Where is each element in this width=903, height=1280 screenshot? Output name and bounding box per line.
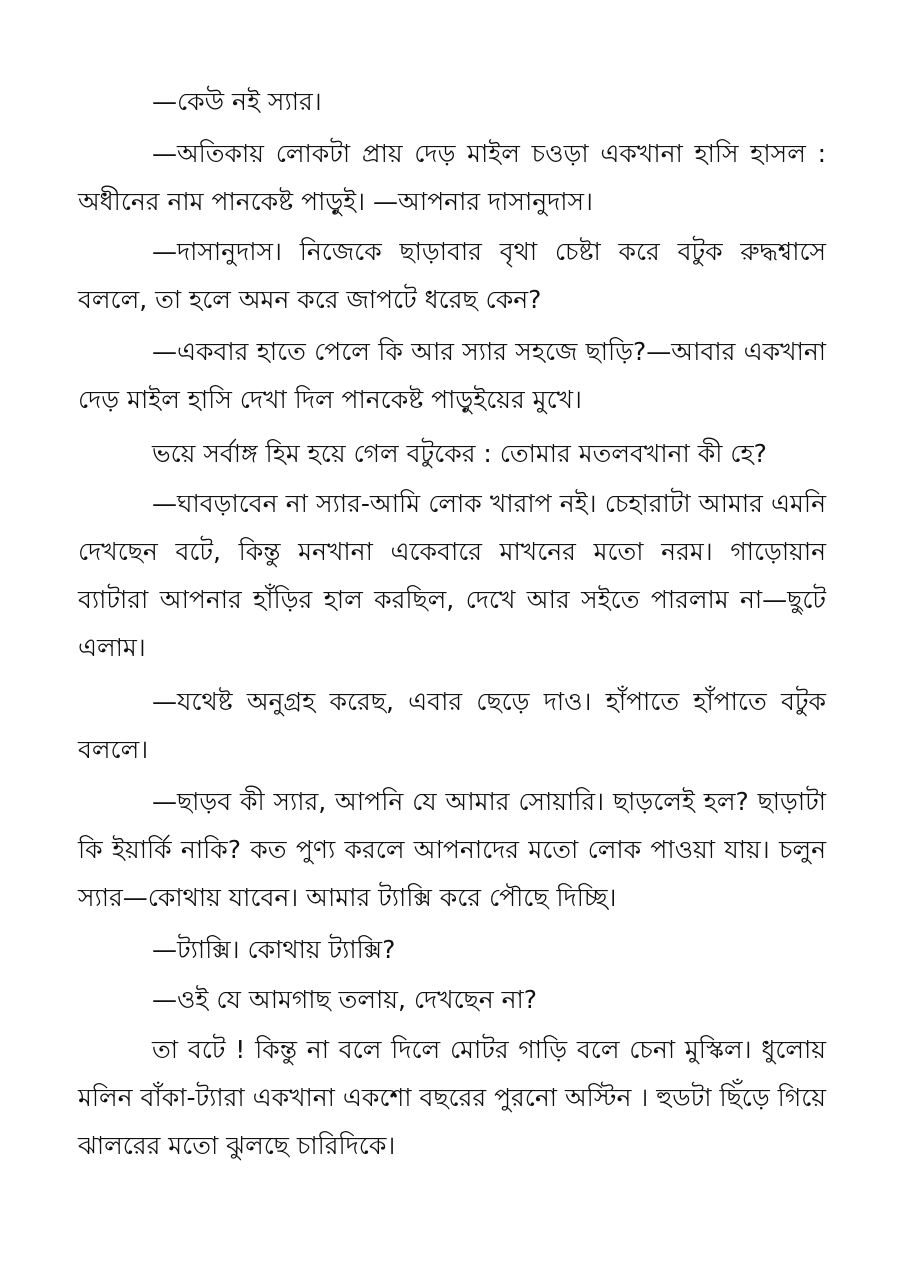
paragraph-1: —কেউ নই স্যার। bbox=[152, 87, 322, 116]
paragraph-9: —ট্যাক্সি। কোথায় ট্যাক্সি? bbox=[152, 935, 396, 964]
paragraph-8: —ছাড়ব কী স্যার, আপনি যে আমার সোয়ারি। ছাড়লেই হল? ছাড়াটা কি ইয়ার্কি নাকি? কত পুণ্য করলে আপনাদের মতো লোক পাওয়া যায়। চলুন স্যার—কোথায় যাবেন। আমার ট্যাক্সি করে পৌছে দিচ্ছি। bbox=[78, 787, 826, 912]
paragraph-4: —একবার হাতে পেলে কি আর স্যার সহজে ছাড়ি?—আবার একখানা দেড় মাইল হাসি দেখা দিল পানকেষ্ট পাড়ুইয়ের মুখে। bbox=[78, 337, 826, 414]
paragraph-2: —অতিকায় লোকটা প্রায় দেড় মাইল চওড়া একখানা হাসি হাসল : অধীনের নাম পানকেষ্ট পাড়ুই। —আপনার দাসানুদাস। bbox=[78, 139, 826, 216]
paragraph-11: তা বটে ! কিন্তু না বলে দিলে মোটর গাড়ি বলে চেনা মুস্কিল। ধুলোয় মলিন বাঁকা-ট্যারা একখানা একশো বছরের পুরনো অস্টিন । হুডটা ছিঁড়ে গিয়ে ঝালরের মতো ঝুলছে চারিদিকে। bbox=[78, 1035, 826, 1160]
paragraph-10: —ওই যে আমগাছ তলায়, দেখছেন না? bbox=[152, 985, 538, 1014]
paragraph-5: ভয়ে সর্বাঙ্গ হিম হয়ে গেল বটুকের : তোমার মতলবখানা কী হে? bbox=[152, 439, 767, 468]
paragraph-3: —দাসানুদাস। নিজেকে ছাড়াবার বৃথা চেষ্টা করে বটুক রুদ্ধশ্বাসে বললে, তা হলে অমন করে জাপটে ধরেছ কেন? bbox=[78, 237, 826, 314]
paragraph-7: —যথেষ্ট অনুগ্রহ করেছ, এবার ছেড়ে দাও। হাঁপাতে হাঁপাতে বটুক বললে। bbox=[78, 687, 826, 764]
paragraph-6: —ঘাবড়াবেন না স্যার-আমি লোক খারাপ নই। চেহারাটা আমার এমনি দেখছেন বটে, কিন্তু মনখানা একেবারে মাখনের মতো নরম। গাড়োয়ান ব্যাটারা আপনার হাঁড়ির হাল করছিল, দেখে আর সইতে পারলাম না—ছুটে এলাম। bbox=[78, 489, 826, 662]
